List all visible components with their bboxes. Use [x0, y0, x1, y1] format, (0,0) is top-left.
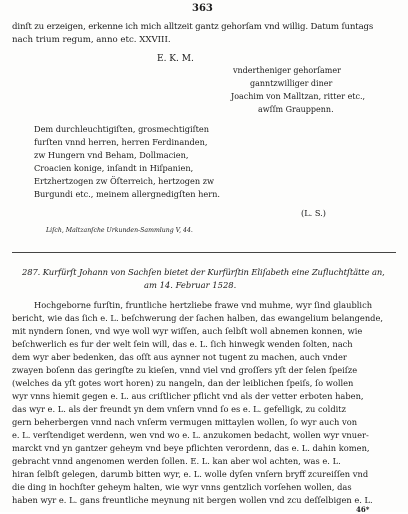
body-line: hiran ſelbſt gelegen, darumb bitten wyr, e. L. wolle dyſen vnſern bryff zcureiſſen vnd	[12, 469, 369, 479]
body-line: mit nyndern ſonen, vnd wye woll wyr wiſſen, auch ſelbſt woll abnemen konnen, wie	[12, 326, 363, 336]
body-line: dem wyr aber bedenken, das oſſt aus aynner not tugent zu machen, auch vnder	[12, 352, 347, 362]
monogram: E. K. M.	[157, 54, 194, 64]
document-heading-line: 287. Kurfürſt Johann von Sachſen bietet der Kurfürſtin Eliſabeth eine Zufluchtſtätte an,	[22, 267, 385, 277]
closing-line: Joachim von Malltzan, ritter etc.,	[231, 92, 366, 101]
body-line: e. L. verſtendiget werdenn, wen vnd wo e. L. anzukomen bedacht, wollen wyr vnuer-	[12, 430, 369, 440]
signature-mark: 46*	[356, 505, 370, 514]
address-line: furſten vnnd herren, herren Ferdinanden,	[34, 137, 208, 147]
address-line: Croacien konige, inſandt in Hiſpanien,	[34, 163, 194, 173]
body-line: (welches da yſt gotes wort horen) zu nangeln, dan der leiblichen ſpeiſs, ſo wollen	[12, 378, 354, 388]
body-line: das wyr e. L. als der freundt yn dem vnſern vnnd ſo es e. L. gefelligk, zu colditz	[12, 404, 346, 414]
body-line: bericht, wie das ſich e. L. beſchwerung der ſachen halben, das ewangelium belangende,	[12, 313, 384, 323]
body-line: Hochgeborne furſtin, fruntliche hertzliebe frawe vnd muhme, wyr ſind glaublich	[34, 300, 373, 310]
address-line: Ertzhertzogen zw Öſterreich, hertzogen zw	[34, 176, 215, 186]
seal-mark: (L. S.)	[301, 208, 326, 218]
section-divider	[12, 252, 396, 253]
top-paragraph-line: nach trium regum, anno etc. XXVIII.	[12, 35, 171, 45]
body-line: die ding in hochſter geheym halten, wie wyr vnns gentzlich vorſehen wollen, das	[12, 482, 352, 492]
body-line: haben wyr e. L. gans freuntliche meynung nit bergen wollen vnd zcu deſſelbigen e. L.	[12, 495, 373, 505]
address-line: zw Hungern vnd Beham, Dollmacien,	[34, 150, 189, 160]
body-line: gern beherbergen vnnd nach vnſerm vermugen mittaylen wollen, ſo wyr auch von	[12, 417, 358, 427]
body-line: gebracht vnnd angenomen werden ſollen. E. L. kan aber wol achten, was e. L.	[12, 456, 341, 466]
body-line: marckt vnd yn gantzer geheym vnd beye pflichten verordenn, das e. L. dahin komen,	[12, 443, 370, 453]
closing-line: vndertheniger gehorſamer	[233, 66, 341, 75]
body-line: beſchwerlich es fur der welt ſein will, das e. L. ſich hinwegk wenden ſolten, nach	[12, 339, 353, 349]
document-heading-line: am 14. Februar 1528.	[144, 280, 237, 290]
address-line: Burgundi etc., meinem allergnedigſten hern.	[34, 189, 220, 199]
closing-line: ganntzwilliger diner	[250, 79, 333, 88]
body-line: wyr vnns hiemit gegen e. L. aus criſtlicher pflicht vnd als der vetter erboten haben,	[12, 391, 364, 401]
page-number: 363	[192, 3, 213, 14]
address-line: Dem durchleuchtigiſten, grosmechtigiſten	[34, 124, 210, 134]
source-note: Liſch, Maltzanſche Urkunden-Sammlung V, 44.	[46, 227, 193, 234]
body-line: zwayen boſenn das geringſte zu kieſen, vnnd viel vnd groſſers yſt der ſelen ſpeiſze	[12, 365, 358, 375]
top-paragraph-line: dinſt zu erzeigen, erkenne ich mich alltzeit gantz gehorſam vnd willig. Datum ſuntags	[12, 22, 374, 32]
closing-line: awſſm Grauppenn.	[258, 105, 334, 114]
